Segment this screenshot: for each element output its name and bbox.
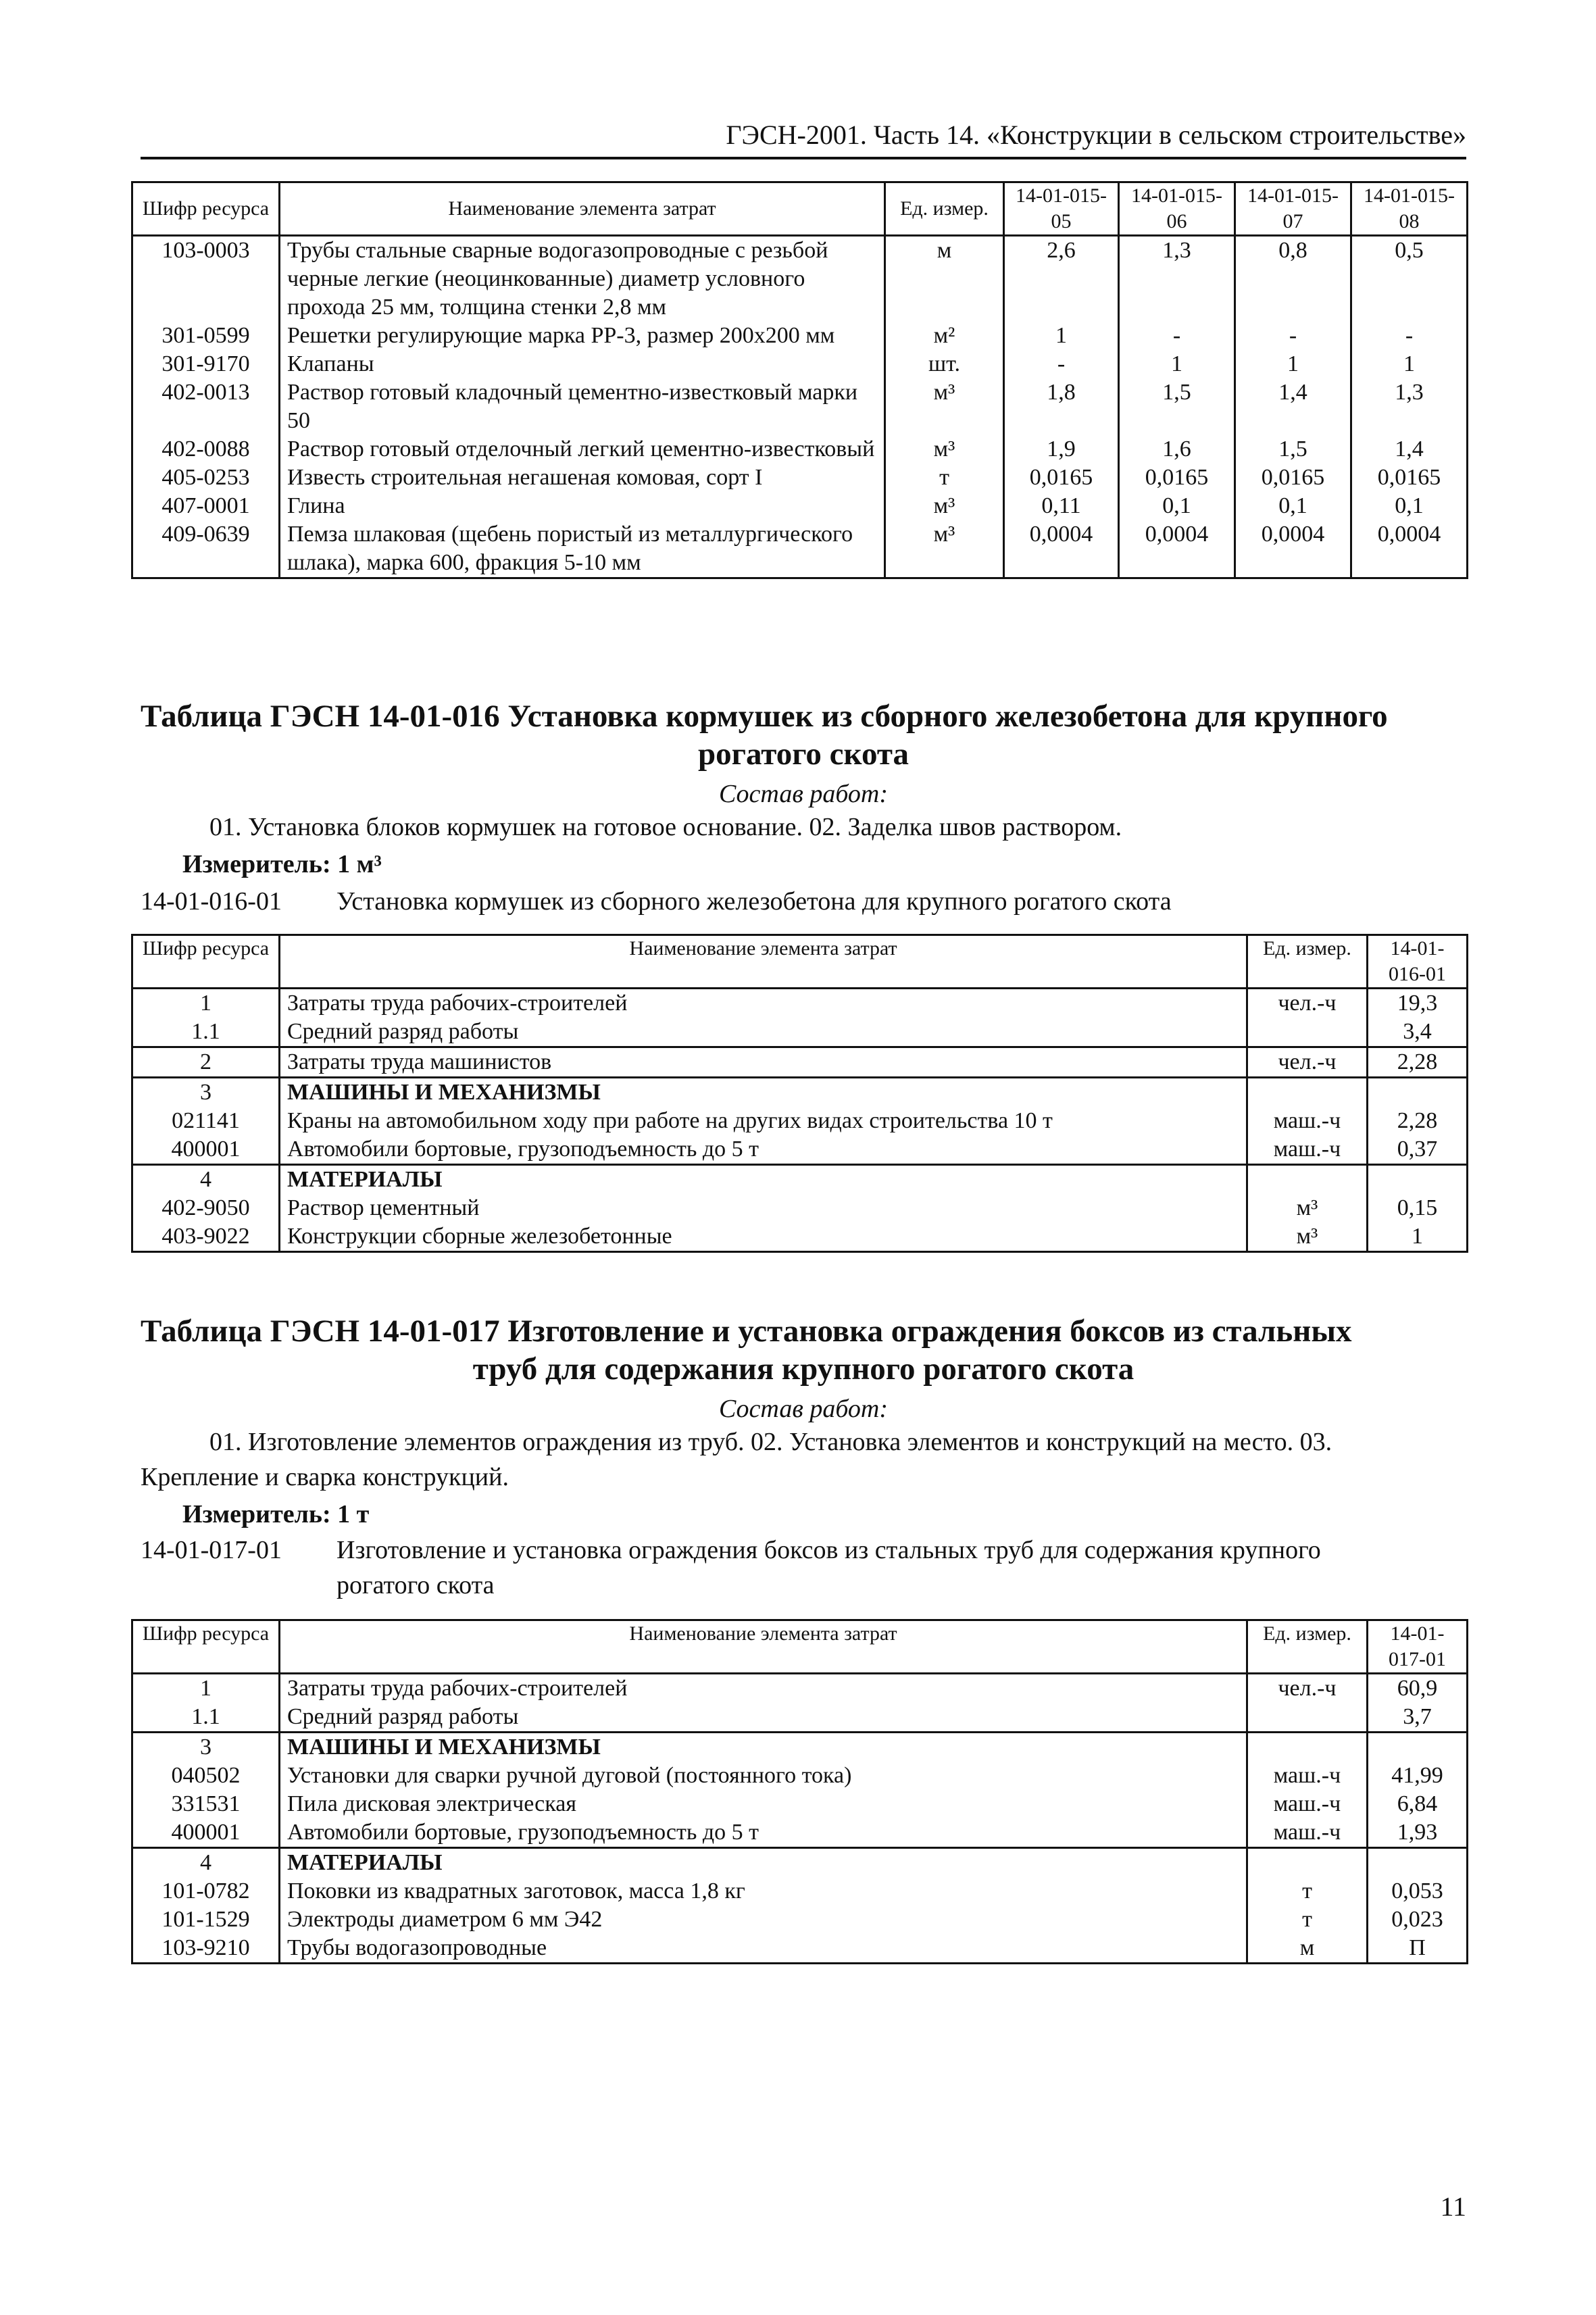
- resource-code: 101-1529: [132, 1906, 280, 1934]
- resource-unit: шт.: [885, 350, 1004, 378]
- resource-value: [1368, 1733, 1468, 1762]
- resource-name: Клапаны: [280, 350, 885, 378]
- resource-name: Краны на автомобильном ходу при работе на других видах строительства 10 т: [280, 1107, 1247, 1135]
- resource-value: -: [1351, 322, 1468, 350]
- table-row: [132, 1194, 1468, 1222]
- table-row: [132, 989, 1468, 1018]
- column-header-code: Шифр ресурса: [132, 182, 280, 236]
- works-composition-label: Состав работ:: [718, 780, 889, 808]
- resource-name: Глина: [280, 492, 885, 520]
- resource-value: 41,99: [1368, 1762, 1468, 1790]
- resource-value: 1,3: [1351, 378, 1468, 435]
- resource-name: Затраты труда рабочих-строителей: [280, 1674, 1247, 1703]
- resource-name: Раствор цементный: [280, 1194, 1247, 1222]
- resource-code: 101-0782: [132, 1877, 280, 1906]
- resource-unit: м²: [885, 322, 1004, 350]
- resource-value: 0,11: [1004, 492, 1119, 520]
- table-row: [132, 1762, 1468, 1790]
- resource-name: МАТЕРИАЛЫ: [280, 1165, 1247, 1195]
- resource-value: 0,0165: [1235, 464, 1351, 492]
- resource-code: 402-0013: [132, 378, 280, 435]
- resource-value: 1: [1119, 350, 1235, 378]
- works-list-line2: Крепление и сварка конструкций.: [141, 1463, 509, 1491]
- resource-value: 0,1: [1351, 492, 1468, 520]
- resource-unit: м³: [885, 492, 1004, 520]
- table-row: [132, 236, 1468, 322]
- section-title-017-line1: Таблица ГЭСН 14-01-017 Изготовление и установка ограждения боксов из стальных: [141, 1314, 1352, 1349]
- column-header-code: Шифр ресурса: [132, 1620, 280, 1674]
- resource-code: 407-0001: [132, 492, 280, 520]
- resource-code: 405-0253: [132, 464, 280, 492]
- norm-description-line1: Изготовление и установка ограждения боксов из стальных труб для содержания крупного: [336, 1536, 1321, 1564]
- resource-unit: [1247, 1848, 1368, 1878]
- resource-value: 0,023: [1368, 1906, 1468, 1934]
- resource-name: Средний разряд работы: [280, 1703, 1247, 1733]
- resource-code: 021141: [132, 1107, 280, 1135]
- page-number: 11: [1440, 2191, 1466, 2222]
- resource-unit: [1247, 1165, 1368, 1195]
- table-row: [132, 1934, 1468, 1964]
- table-row: [132, 1018, 1468, 1047]
- resource-name: МАТЕРИАЛЫ: [280, 1848, 1247, 1878]
- table-row: [132, 1877, 1468, 1906]
- table-header-row: [132, 182, 1468, 236]
- table-row: [132, 1848, 1468, 1878]
- resource-unit: маш.-ч: [1247, 1790, 1368, 1818]
- meter: Измеритель: 1 м³: [182, 850, 382, 878]
- resource-unit: м³: [1247, 1194, 1368, 1222]
- resource-name: Известь строительная негашеная комовая, сорт I: [280, 464, 885, 492]
- resource-unit: т: [1247, 1906, 1368, 1934]
- table-row: [132, 1703, 1468, 1733]
- resource-code: 400001: [132, 1818, 280, 1848]
- resource-unit: маш.-ч: [1247, 1107, 1368, 1135]
- table-resources-017: [131, 1619, 1468, 1964]
- resource-value: [1368, 1848, 1468, 1878]
- resource-name: МАШИНЫ И МЕХАНИЗМЫ: [280, 1733, 1247, 1762]
- resource-unit: м³: [885, 378, 1004, 435]
- table-row: [132, 322, 1468, 350]
- table-row: [132, 464, 1468, 492]
- resource-name: Конструкции сборные железобетонные: [280, 1222, 1247, 1252]
- resource-name: Пила дисковая электрическая: [280, 1790, 1247, 1818]
- resource-value: 2,28: [1368, 1047, 1468, 1078]
- norm-description: Установка кормушек из сборного железобетона для крупного рогатого скота: [336, 887, 1172, 916]
- column-header-017-01: 14-01-017-01: [1368, 1620, 1468, 1674]
- table-row: [132, 1674, 1468, 1703]
- column-header-code: Шифр ресурса: [132, 935, 280, 989]
- resource-value: 1,5: [1235, 435, 1351, 464]
- resource-code: 331531: [132, 1790, 280, 1818]
- resource-code: 403-9022: [132, 1222, 280, 1252]
- resource-value: 0,0165: [1119, 464, 1235, 492]
- resource-unit: чел.-ч: [1247, 1047, 1368, 1078]
- resource-value: 0,5: [1351, 236, 1468, 322]
- table-resources-015: [131, 181, 1468, 579]
- resource-code: 103-9210: [132, 1934, 280, 1964]
- works-list: 01. Установка блоков кормушек на готовое основание. 02. Заделка швов раствором.: [209, 813, 1122, 841]
- resource-unit: [1247, 1703, 1368, 1733]
- resource-unit: чел.-ч: [1247, 1674, 1368, 1703]
- column-header-name: Наименование элемента затрат: [280, 935, 1247, 989]
- resource-name: Раствор готовый кладочный цементно-известковый марки 50: [280, 378, 885, 435]
- column-header-name: Наименование элемента затрат: [280, 182, 885, 236]
- resource-name: Пемза шлаковая (щебень пористый из металлургического шлака), марка 600, фракция 5-10 мм: [280, 520, 885, 578]
- resource-value: 3,4: [1368, 1018, 1468, 1047]
- resource-unit: м: [1247, 1934, 1368, 1964]
- resource-value: 1,4: [1235, 378, 1351, 435]
- column-header-015-06: 14-01-015-06: [1119, 182, 1235, 236]
- resource-unit: маш.-ч: [1247, 1762, 1368, 1790]
- table-row: [132, 1165, 1468, 1195]
- table-row: [132, 520, 1468, 578]
- column-header-015-07: 14-01-015-07: [1235, 182, 1351, 236]
- resource-name: Электроды диаметром 6 мм Э42: [280, 1906, 1247, 1934]
- resource-value: 1: [1235, 350, 1351, 378]
- resource-name: Установки для сварки ручной дуговой (постоянного тока): [280, 1762, 1247, 1790]
- section-title-017: [141, 1312, 1466, 1388]
- resource-code: 402-9050: [132, 1194, 280, 1222]
- norm-description-line2: рогатого скота: [336, 1571, 495, 1599]
- resource-code: 1: [132, 989, 280, 1018]
- resource-value: 1,4: [1351, 435, 1468, 464]
- resource-code: 400001: [132, 1135, 280, 1165]
- resource-value: 0,8: [1235, 236, 1351, 322]
- resource-value: -: [1119, 322, 1235, 350]
- resource-code: 301-0599: [132, 322, 280, 350]
- section-title-016: [141, 697, 1466, 773]
- resource-value: 1,6: [1119, 435, 1235, 464]
- resource-unit: м³: [885, 435, 1004, 464]
- resource-unit: т: [885, 464, 1004, 492]
- resource-code: 040502: [132, 1762, 280, 1790]
- resource-name: Раствор готовый отделочный легкий цементно-известковый: [280, 435, 885, 464]
- resource-code: 4: [132, 1165, 280, 1195]
- resource-value: 0,15: [1368, 1194, 1468, 1222]
- resource-value: 1,93: [1368, 1818, 1468, 1848]
- table-row: [132, 350, 1468, 378]
- resource-value: 60,9: [1368, 1674, 1468, 1703]
- resource-name: Автомобили бортовые, грузоподъемность до 5 т: [280, 1135, 1247, 1165]
- table-resources-016: [131, 934, 1468, 1253]
- resource-value: 1,3: [1119, 236, 1235, 322]
- resource-name: МАШИНЫ И МЕХАНИЗМЫ: [280, 1078, 1247, 1107]
- column-header-name: Наименование элемента затрат: [280, 1620, 1247, 1674]
- section-title-016-line2: рогатого скота: [697, 737, 909, 772]
- resource-value: 2,6: [1004, 236, 1119, 322]
- resource-value: 1: [1004, 322, 1119, 350]
- works-list-line1: 01. Изготовление элементов ограждения из труб. 02. Установка элементов и конструкций на место. 03.: [209, 1428, 1332, 1456]
- table-row: [132, 1135, 1468, 1165]
- resource-value: 3,7: [1368, 1703, 1468, 1733]
- resource-unit: [1247, 1078, 1368, 1107]
- resource-code: 409-0639: [132, 520, 280, 578]
- table-header-row: [132, 1620, 1468, 1674]
- resource-value: 0,0004: [1351, 520, 1468, 578]
- column-header-unit: Ед. измер.: [1247, 1620, 1368, 1674]
- resource-code: 2: [132, 1047, 280, 1078]
- resource-value: 0,1: [1235, 492, 1351, 520]
- resource-name: Средний разряд работы: [280, 1018, 1247, 1047]
- norm-code: 14-01-016-01: [141, 887, 282, 916]
- resource-value: 1: [1368, 1222, 1468, 1252]
- resource-value: П: [1368, 1934, 1468, 1964]
- table-row: [132, 1047, 1468, 1078]
- resource-value: 0,1: [1119, 492, 1235, 520]
- table-row: [132, 1790, 1468, 1818]
- column-header-015-05: 14-01-015-05: [1004, 182, 1119, 236]
- table-row: [132, 435, 1468, 464]
- resource-value: 0,0165: [1004, 464, 1119, 492]
- resource-unit: маш.-ч: [1247, 1135, 1368, 1165]
- resource-value: 1,5: [1119, 378, 1235, 435]
- resource-value: 6,84: [1368, 1790, 1468, 1818]
- table-row: [132, 1906, 1468, 1934]
- resource-unit: чел.-ч: [1247, 989, 1368, 1018]
- column-header-015-08: 14-01-015-08: [1351, 182, 1468, 236]
- resource-name: Трубы стальные сварные водогазопроводные с резьбой черные легкие (неоцинкованные) диаметр условного прохода 25 мм, толщина стенки 2,8 мм: [280, 236, 885, 322]
- resource-unit: маш.-ч: [1247, 1818, 1368, 1848]
- resource-value: 0,0165: [1351, 464, 1468, 492]
- resource-code: 301-9170: [132, 350, 280, 378]
- resource-value: 0,0004: [1235, 520, 1351, 578]
- resource-code: 4: [132, 1848, 280, 1878]
- resource-value: 0,0004: [1119, 520, 1235, 578]
- resource-code: 1.1: [132, 1018, 280, 1047]
- table-header-row: [132, 935, 1468, 989]
- resource-code: 3: [132, 1078, 280, 1107]
- resource-value: 19,3: [1368, 989, 1468, 1018]
- column-header-unit: Ед. измер.: [885, 182, 1004, 236]
- resource-value: [1368, 1078, 1468, 1107]
- resource-name: Затраты труда машинистов: [280, 1047, 1247, 1078]
- resource-unit: м³: [1247, 1222, 1368, 1252]
- resource-name: Решетки регулирующие марка РР-3, размер 200x200 мм: [280, 322, 885, 350]
- resource-value: -: [1235, 322, 1351, 350]
- resource-code: 1.1: [132, 1703, 280, 1733]
- section-title-016-line1: Таблица ГЭСН 14-01-016 Установка кормушек из сборного железобетона для крупного: [141, 699, 1388, 734]
- resource-value: 2,28: [1368, 1107, 1468, 1135]
- works-composition-label: Состав работ:: [718, 1395, 889, 1423]
- column-header-016-01: 14-01-016-01: [1368, 935, 1468, 989]
- resource-value: 1,8: [1004, 378, 1119, 435]
- page-header: ГЭСН-2001. Часть 14. «Конструкции в сельском строительстве»: [141, 119, 1466, 159]
- resource-name: Поковки из квадратных заготовок, масса 1,8 кг: [280, 1877, 1247, 1906]
- table-row: [132, 1818, 1468, 1848]
- meter: Измеритель: 1 т: [182, 1500, 370, 1528]
- column-header-unit: Ед. измер.: [1247, 935, 1368, 989]
- resource-code: 1: [132, 1674, 280, 1703]
- resource-name: Трубы водогазопроводные: [280, 1934, 1247, 1964]
- norm-code: 14-01-017-01: [141, 1536, 282, 1564]
- resource-name: Автомобили бортовые, грузоподъемность до 5 т: [280, 1818, 1247, 1848]
- resource-value: -: [1004, 350, 1119, 378]
- resource-name: Затраты труда рабочих-строителей: [280, 989, 1247, 1018]
- section-title-017-line2: труб для содержания крупного рогатого скота: [472, 1351, 1134, 1387]
- resource-unit: [1247, 1733, 1368, 1762]
- resource-unit: [1247, 1018, 1368, 1047]
- table-row: [132, 1078, 1468, 1107]
- table-row: [132, 1107, 1468, 1135]
- resource-unit: м: [885, 236, 1004, 322]
- resource-value: 0,053: [1368, 1877, 1468, 1906]
- table-row: [132, 1222, 1468, 1252]
- resource-code: 3: [132, 1733, 280, 1762]
- resource-value: 1,9: [1004, 435, 1119, 464]
- table-row: [132, 378, 1468, 435]
- resource-unit: м³: [885, 520, 1004, 578]
- resource-value: 0,0004: [1004, 520, 1119, 578]
- resource-value: 0,37: [1368, 1135, 1468, 1165]
- resource-value: [1368, 1165, 1468, 1195]
- resource-code: 402-0088: [132, 435, 280, 464]
- table-row: [132, 492, 1468, 520]
- table-row: [132, 1733, 1468, 1762]
- resource-code: 103-0003: [132, 236, 280, 322]
- resource-unit: т: [1247, 1877, 1368, 1906]
- resource-value: 1: [1351, 350, 1468, 378]
